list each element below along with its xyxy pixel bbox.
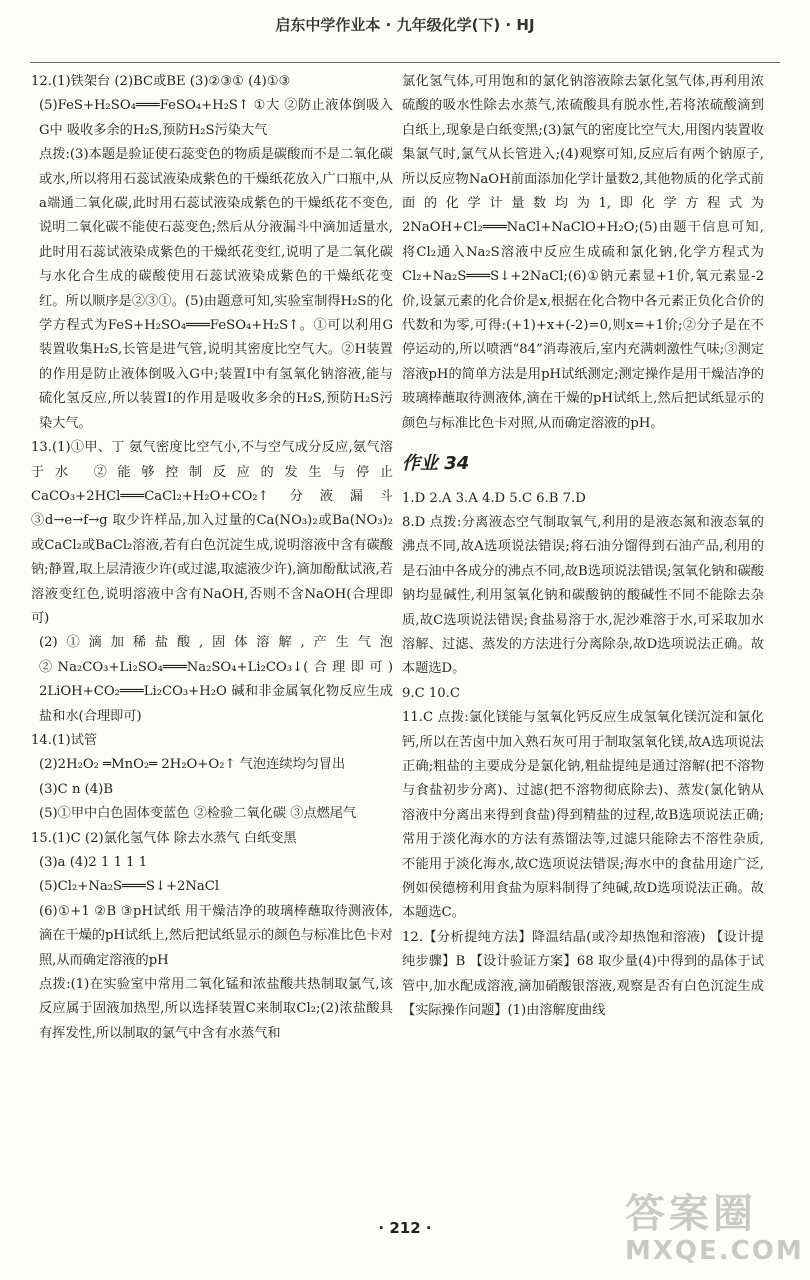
site-watermark [625,1192,805,1276]
answer-14-line-1: 14.(1)试管 [31,732,98,748]
answer-14-line-5: (5)①甲中白色固体变蓝色 ②检验二氧化碳 ③点燃尾气 [39,806,357,822]
header-divider [30,62,780,63]
answer-12-line-1: 12.(1)铁架台 (2)BC或BE (3)②③① (4)①③ [31,74,291,89]
page-number: · 212 · [378,1219,432,1237]
answer-15-line-5: (5)Cl₂+Na₂S═══S↓+2NaCl [39,879,220,895]
right-column [402,70,764,1023]
answer-15-line-6: (6)①+1 ②B ③pH试纸 用干燥洁净的玻璃棒蘸取待测液体,滴在干燥的pH试纸上,然后把试纸显示的颜色与标准比色卡对照,从而确定溶液的pH [39,903,393,968]
answers-9-10: 9.C 10.C [402,685,460,701]
answer-15-hint: 点拨:(1)在实验室中常用二氧化锰和浓盐酸共热制取氯气,该反应属于固液加热型,所以选择装置C来制取Cl₂;(2)浓盐酸具有挥发性,所以制取的氯气中含有水蒸气和 [39,977,393,1041]
answer-14-line-3: (3)C n (4)B [39,781,114,797]
answer-8: 8.D 点拨:分离液态空气制取氧气,利用的是液态氮和液态氧的沸点不同,故A选项说法错误;将石油分馏得到石油产品,利用的是石油中各成分的沸点不同,故B选项说法错误;氢氧化钠和碳酸钠均显碱性,利用氢氧化钠和碳酸钠的酸碱性不同不能除去杂质,故C选项说法错误;食盐易溶于水,泥沙难溶于水,可采取加水溶解、过滤、蒸发的方法进行分离除杂,故D选项说法正确。故本题选D。 [402,514,764,677]
answer-12-line-5: (5)FeS+H₂SO₄═══FeSO₄+H₂S↑ ①大 ②防止液体倒吸入G中 吸收多余的H₂S,预防H₂S污染大气 [39,98,393,138]
answer-13-part-2: (2)①滴加稀盐酸,固体溶解,产生气泡 ②Na₂CO₃+Li₂SO₄═══Na₂SO₄+Li₂CO₃↓(合理即可) 2LiOH+CO₂═══Li₂CO₃+H₂O 碱和非金属氧化物反应生成盐和水(合理即可) [39,635,393,724]
answer-13-part-1: 13.(1)①甲、丁 氨气密度比空气小,不与空气成分反应,氨气溶于水 ②能够控制反应的发生与停止 CaCO₃+2HCl═══CaCl₂+H₂O+CO₂↑ 分液漏斗 ③d→e→f→g 取少许样品,加入过量的Ca(NO₃)₂或Ba(NO₃)₂或CaCl₂或BaCl₂溶液,若有白色沉淀生成,说明溶液中含有碳酸钠;静置,取上层清液少许(或过滤,取滤液少许),滴加酚酞试液,若溶液变红色,说明溶液中含有NaOH,否则不含NaOH(合理即可) [31,440,393,626]
section-title: 作业 34 [402,453,470,475]
answer-11: 11.C 点拨:氯化镁能与氢氧化钙反应生成氢氧化镁沉淀和氯化钙,所以在苦卤中加入熟石灰可用于制取氢氧化镁,故A选项说法正确;粗盐的主要成分是氯化钠,粗盐提纯是通过溶解(把不溶物与食盐初步分离)、过滤(把不溶物彻底除去)、蒸发(氯化钠从溶液中分离出来得到食盐)得到精盐的过程,故B选项说法正确;常用于淡化海水的方法有蒸馏法等,过滤只能除去不溶性杂质,不能用于淡化海水,故C选项说法错误;海水中的食盐用途广泛,例如侯德榜利用食盐为原料制得了纯碱,故D选项说法正确。故本题选C。 [402,710,764,921]
answer-14-line-2: (2)2H₂O₂ ═MnO₂═ 2H₂O+O₂↑ 气泡连续均匀冒出 [39,757,346,773]
answers-1-7: 1.D 2.A 3.A 4.D 5.C 6.B 7.D [402,490,586,506]
answer-12-hint: 点拨:(3)本题是验证使石蕊变色的物质是碳酸而不是二氧化碳或水,所以将用石蕊试液染成紫色的干燥纸花放入广口瓶中,从a端通二氧化碳,此时用石蕊试液染成紫色的干燥纸花不变色,说明二氧化碳不能使石蕊变色;然后从分液漏斗中滴加适量水,此时用石蕊试液染成紫色的干燥纸花变红,说明了是二氧化碳与水化合生成的碳酸使用石蕊试液染成紫色的干燥纸花变红。所以顺序是②③①。(5)由题意可知,实验室制得H₂S的化学方程式为FeS+H₂SO₄═══FeSO₄+H₂S↑。①可以利用G装置收集H₂S,长管是进气管,说明其密度比空气大。②H装置的作用是防止液体倒吸入G中;装置I中有氢氧化钠溶液,能与硫化氢反应,所以装置I的作用是吸收多余的H₂S,预防H₂S污染大气。 [39,147,393,431]
answer-15-line-3: (3)a (4)2 1 1 1 1 [39,855,148,870]
left-column [31,70,393,1046]
watermark-url: MXQE.COM [625,1236,804,1266]
answer-15-line-1: 15.(1)C (2)氯化氢气体 除去水蒸气 白纸变黑 [31,830,297,846]
answer-15-hint-continued: 氯化氢气体,可用饱和的氯化钠溶液除去氯化氢气体,再利用浓硫酸的吸水性除去水蒸气,浓硫酸具有脱水性,若将浓硫酸滴到白纸上,现象是白纸变黑;(3)氯气的密度比空气大,用图内装置收集氯气时,氯气从长管进入;(4)观察可知,反应后有两个钠原子,所以反应物NaOH前面添加化学计量数2,其他物质的化学式前面的化学计量数均为1,即化学方程式为2NaOH+Cl₂═══NaCl+NaClO+H₂O;(5)由题干信息可知,将Cl₂通入Na₂S溶液中反应生成硫和氯化钠,化学方程式为Cl₂+Na₂S═══S↓+2NaCl;(6)①钠元素显+1价,氧元素显-2价,设氯元素的化合价是x,根据在化合物中各元素正负化合价的代数和为零,可得:(+1)+x+(-2)=0,则x=+1价;②分子是在不停运动的,所以喷洒“84”消毒液后,室内充满刺激性气味;③测定溶液pH的简单方法是用pH试纸测定;测定操作是用干燥洁净的玻璃棒蘸取待测液体,滴在干燥的pH试纸上,然后把试纸显示的颜色与标准比色卡对照,从而确定溶液的pH。 [402,74,764,431]
answer-12-experiment: 12.【分析提纯方法】降温结晶(或冷却热饱和溶液) 【设计提纯步骤】B 【设计验证方案】68 取少量(4)中得到的晶体于试管中,加水配成溶液,滴加硝酸银溶液,观察是否有白色沉淀生成 【实际操作问题】(1)由溶解度曲线 [402,929,764,1019]
watermark-logo-text: 答案圈 [625,1191,757,1237]
page-header: 启东中学作业本 · 九年级化学(下) · HJ [275,16,535,34]
